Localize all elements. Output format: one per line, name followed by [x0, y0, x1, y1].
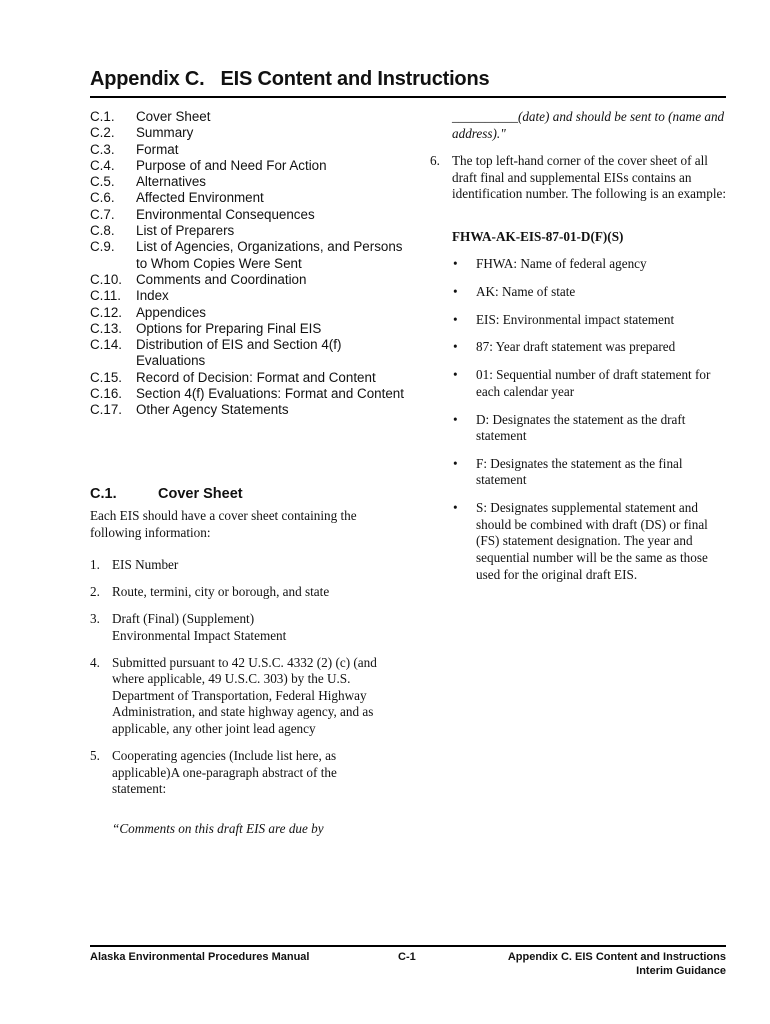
example-id-number: FHWA-AK-EIS-87-01-D(F)(S)	[452, 229, 624, 244]
toc-number: C.9.	[90, 239, 115, 255]
bullet-icon: •	[453, 339, 458, 355]
item-number: 2.	[90, 583, 100, 599]
bullet-icon: •	[453, 500, 458, 516]
item-text: The top left-hand corner of the cover sheet of all draft final and supplemental EISs contains an identification number. The following is an example:	[452, 153, 727, 202]
toc-number: C.7.	[90, 206, 115, 222]
item-text: Cooperating agencies (Include list here, as applicable)A one-paragraph abstract of the statement:	[112, 747, 337, 797]
page-title: Appendix C. EIS Content and Instructions	[90, 68, 490, 90]
bullet-text: S: Designates supplemental statement and should be combined with draft (DS) or final (FS) statement designation. The year and sequential number will be the same as those used for the original draft EIS.	[476, 500, 708, 582]
section-heading	[90, 486, 243, 502]
toc-number: C.17.	[90, 402, 123, 418]
toc-number: C.6.	[90, 190, 115, 206]
item-number: 1.	[90, 557, 100, 572]
bullet-item	[452, 500, 727, 583]
toc-item[interactable]	[90, 125, 410, 141]
toc-label: List of Agencies, Organizations, and Persons to Whom Copies Were Sent	[136, 239, 403, 271]
toc-label: Section 4(f) Evaluations: Format and Content	[136, 386, 404, 402]
toc-label: Format	[136, 141, 179, 157]
bullet-icon: •	[453, 411, 458, 427]
bullet-icon: •	[453, 256, 458, 271]
toc-item[interactable]	[90, 174, 410, 190]
bullet-item	[452, 339, 727, 356]
toc-item[interactable]	[90, 305, 410, 321]
bullet-item	[452, 256, 727, 273]
bullet-text: 87: Year draft statement was prepared	[476, 339, 676, 355]
toc-number: C.3.	[90, 141, 115, 157]
toc-item[interactable]	[90, 207, 410, 223]
toc-label: Comments and Coordination	[136, 271, 307, 287]
toc-label: Alternatives	[136, 174, 206, 190]
toc-label: Affected Environment	[136, 190, 264, 206]
footer-manual-title: Alaska Environmental Procedures Manual	[90, 951, 310, 963]
bullet-text: AK: Name of state	[476, 283, 576, 299]
bullet-text: FHWA: Name of federal agency	[476, 256, 647, 271]
item-text: EIS Number	[112, 557, 179, 572]
toc-number: C.11.	[90, 288, 122, 304]
toc-number: C.12.	[90, 304, 123, 320]
item-number: 4.	[90, 654, 100, 670]
bullet-icon: •	[453, 367, 458, 383]
bullet-icon: •	[453, 311, 458, 327]
toc-number: C.1.	[90, 109, 115, 124]
section-title: Cover Sheet	[158, 486, 243, 502]
bullet-item	[452, 412, 727, 445]
toc-number: C.14.	[90, 337, 123, 353]
toc-number: C.8.	[90, 223, 115, 239]
cover-sheet-items	[90, 557, 390, 808]
list-item	[90, 584, 390, 601]
bullet-item	[452, 456, 727, 489]
comments-quote-start: “Comments on this draft EIS are due by	[112, 821, 324, 836]
bullet-text: EIS: Environmental impact statement	[476, 311, 675, 327]
toc-label: Other Agency Statements	[136, 402, 289, 418]
toc-item[interactable]	[90, 223, 410, 239]
toc-label: Purpose of and Need For Action	[136, 157, 327, 173]
item-number: 6.	[430, 153, 440, 168]
toc-item[interactable]	[90, 321, 410, 337]
bullet-icon: •	[453, 283, 458, 299]
item-text: Submitted pursuant to 42 U.S.C. 4332 (2) (c) (and where applicable, 49 U.S.C. 303) by the U.S. Department of Transportation, Federal Highway Administration, and state highway agency, and as applicable, any other joint lead agency	[112, 654, 377, 736]
table-of-contents	[90, 109, 410, 419]
toc-item[interactable]	[90, 402, 410, 418]
toc-number: C.10.	[90, 271, 123, 287]
id-number-legend	[452, 256, 727, 594]
toc-number: C.13.	[90, 320, 123, 336]
toc-label: Cover Sheet	[136, 109, 211, 124]
toc-item[interactable]	[90, 386, 410, 402]
list-item	[90, 655, 390, 738]
toc-item[interactable]	[90, 109, 410, 125]
toc-item[interactable]	[90, 158, 410, 174]
list-item	[430, 153, 727, 203]
title-divider	[90, 96, 726, 98]
item-number: 5.	[90, 747, 100, 763]
bullet-icon: •	[453, 455, 458, 471]
toc-item[interactable]	[90, 272, 410, 288]
toc-number: C.2.	[90, 125, 115, 141]
bullet-text: 01: Sequential number of draft statement for each calendar year	[476, 367, 711, 399]
toc-item[interactable]	[90, 337, 410, 370]
list-item	[90, 611, 390, 644]
toc-label: List of Preparers	[136, 223, 235, 239]
toc-item[interactable]	[90, 288, 410, 304]
bullet-item	[452, 367, 727, 400]
toc-label: Index	[136, 288, 169, 304]
toc-item[interactable]	[90, 190, 410, 206]
bullet-item	[452, 284, 727, 301]
footer-appendix-title: Appendix C. EIS Content and Instructions	[507, 951, 726, 963]
toc-number: C.4.	[90, 157, 115, 173]
item-number: 3.	[90, 610, 100, 626]
toc-item[interactable]	[90, 370, 410, 386]
list-item	[90, 557, 390, 574]
item-text: Draft (Final) (Supplement) Environmental Impact Statement	[112, 610, 287, 643]
comments-quote-continuation: __________(date) and should be sent to (name and address)."	[452, 109, 725, 141]
list-item	[90, 748, 390, 798]
toc-label: Environmental Consequences	[136, 206, 315, 222]
bullet-item	[452, 312, 727, 329]
toc-item[interactable]	[90, 239, 410, 272]
toc-number: C.15.	[90, 369, 123, 385]
section-intro: Each EIS should have a cover sheet containing the following information:	[90, 508, 357, 540]
toc-label: Summary	[136, 125, 194, 141]
toc-label: Options for Preparing Final EIS	[136, 320, 322, 336]
item-text: Route, termini, city or borough, and state	[112, 583, 330, 599]
toc-label: Distribution of EIS and Section 4(f) Evaluations	[136, 337, 342, 369]
section-number: C.1.	[90, 486, 117, 502]
toc-item[interactable]	[90, 142, 410, 158]
page-number: C-1	[398, 951, 416, 963]
footer-divider	[90, 945, 726, 947]
toc-number: C.5.	[90, 174, 115, 190]
toc-label: Record of Decision: Format and Content	[136, 369, 376, 385]
footer-section-info	[508, 950, 726, 978]
bullet-text: F: Designates the statement as the final statement	[476, 455, 683, 488]
footer-guidance-label: Interim Guidance	[636, 965, 726, 977]
toc-number: C.16.	[90, 386, 123, 402]
bullet-text: D: Designates the statement as the draft statement	[476, 411, 686, 444]
toc-label: Appendices	[136, 304, 206, 320]
